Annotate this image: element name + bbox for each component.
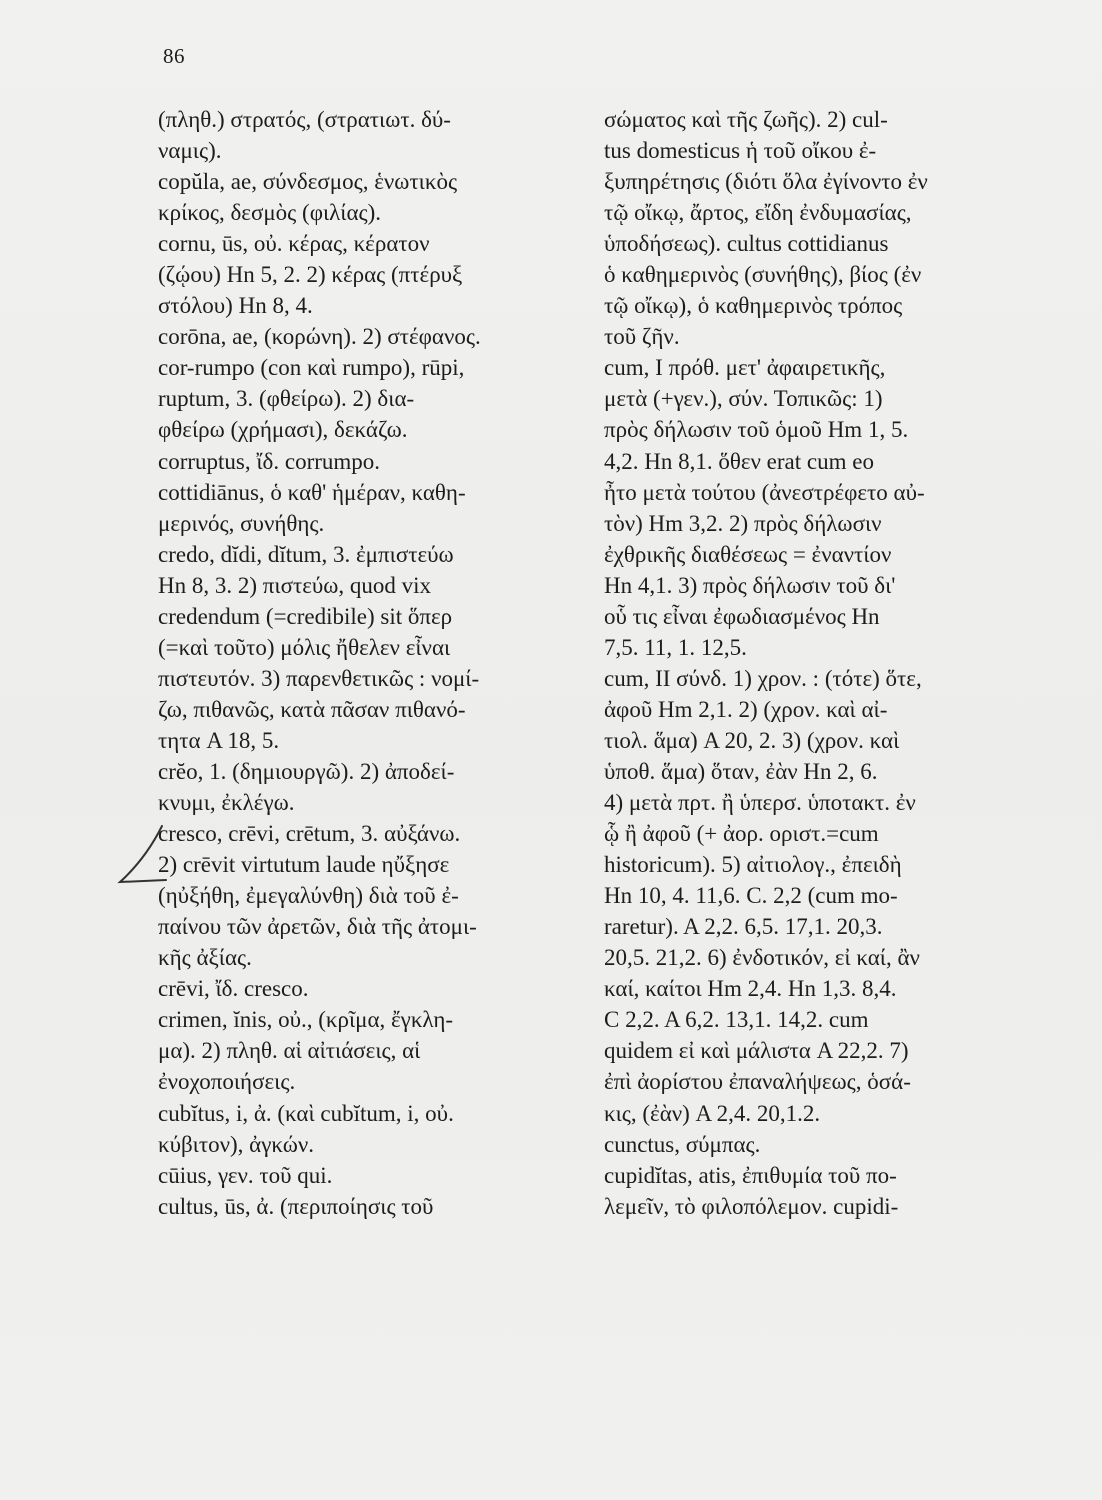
dictionary-line: κρίκος, δεσμὸς (φιλίας). <box>158 200 382 226</box>
dictionary-line: ἐχθρικῆς διαθέσεως = ἐναντίον <box>604 541 892 567</box>
dictionary-line: ὁ καθημερινὸς (συνήθης), βίος (ἐν <box>604 262 922 288</box>
dictionary-line: (ζῴου) Hn 5, 2. 2) κέρας (πτέρυξ <box>158 262 463 288</box>
page-number: 86 <box>163 44 185 68</box>
dictionary-line: cresco, crēvi, crētum, 3. αὐξάνω. <box>158 821 461 847</box>
dictionary-line: cottidiānus, ὁ καθ' ἡμέραν, καθη- <box>158 479 466 505</box>
dictionary-line: φθείρω (χρήμασι), δεκάζω. <box>158 417 408 443</box>
dictionary-line: cum, II σύνδ. 1) χρον. : (τότε) ὅτε, <box>604 665 922 691</box>
dictionary-line: ναμις). <box>158 138 222 164</box>
dictionary-line: πιστευτόν. 3) παρενθετικῶς : νομί- <box>158 665 480 691</box>
dictionary-line: τῷ οἴκῳ, ἄρτος, εἴδη ἐνδυμασίας, <box>604 200 912 226</box>
dictionary-line: cultus, ūs, ἀ. (περιποίησις τοῦ <box>158 1193 434 1219</box>
dictionary-line: πρὸς δήλωσιν τοῦ ὁμοῦ Hm 1, 5. <box>604 417 909 443</box>
dictionary-line: ὑποδήσεως). cultus cottidianus <box>604 231 889 257</box>
dictionary-line: καί, καίτοι Hm 2,4. Hn 1,3. 8,4. <box>604 976 897 1002</box>
dictionary-line: Hn 8, 3. 2) πιστεύω, quod vix <box>158 572 432 598</box>
dictionary-line: quidem εἰ καὶ μάλιστα A 22,2. 7) <box>604 1038 909 1064</box>
dictionary-line: 4) μετὰ πρτ. ἢ ὑπερσ. ὑποτακτ. ἐν <box>604 790 916 816</box>
right-column <box>604 104 1024 1222</box>
dictionary-line: historicum). 5) αἰτιολογ., ἐπειδὴ <box>604 852 902 878</box>
dictionary-line: σώματος καὶ τῆς ζωῆς). 2) cul- <box>604 107 888 132</box>
dictionary-line: cupidĭtas, atis, ἐπιθυμία τοῦ πο- <box>604 1162 897 1188</box>
dictionary-line: cunctus, σύμπας. <box>604 1131 761 1157</box>
dictionary-line: ἐπὶ ἀορίστου ἐπαναλήψεως, ὁσά- <box>604 1069 911 1095</box>
dictionary-line: ἀφοῦ Hm 2,1. 2) (χρον. καὶ αἰ- <box>604 696 888 722</box>
dictionary-line: Hn 4,1. 3) πρὸς δήλωσιν τοῦ δι' <box>604 572 896 598</box>
dictionary-line: (ηὐξήθη, ἐμεγαλύνθη) διὰ τοῦ ἐ- <box>158 883 459 909</box>
dictionary-line: μερινός, συνήθης. <box>158 510 325 536</box>
dictionary-line: (=καὶ τοῦτο) μόλις ἤθελεν εἶναι <box>158 634 451 660</box>
dictionary-line: corruptus, ἴδ. corrumpo. <box>158 448 381 474</box>
dictionary-line: ἐνοχοποιήσεις. <box>158 1069 296 1095</box>
dictionary-line: ᾧ ἢ ἀφοῦ (+ ἀορ. οριστ.=cum <box>604 821 879 847</box>
dictionary-line: 4,2. Hn 8,1. ὅθεν erat cum eo <box>604 448 874 474</box>
dictionary-line: τιολ. ἅμα) A 20, 2. 3) (χρον. καὶ <box>604 727 900 753</box>
dictionary-line: μετὰ (+γεν.), σύν. Τοπικῶς: 1) <box>604 386 883 412</box>
dictionary-line: κις, (ἐὰν) A 2,4. 20,1.2. <box>604 1100 821 1126</box>
dictionary-line: tus domesticus ἡ τοῦ οἴκου ἐ- <box>604 138 877 164</box>
dictionary-line: ξυπηρέτησις (διότι ὅλα ἐγίνοντο ἐν <box>604 169 928 195</box>
dictionary-line: cor-rumpo (con καὶ rumpo), rūpi, <box>158 355 465 381</box>
dictionary-line: μα). 2) πληθ. αἱ αἰτιάσεις, αἱ <box>158 1038 421 1064</box>
dictionary-line: 7,5. 11, 1. 12,5. <box>604 634 747 660</box>
dictionary-line: crimen, ĭnis, οὐ., (κρῖμα, ἔγκλη- <box>158 1007 454 1033</box>
dictionary-line: raretur). A 2,2. 6,5. 17,1. 20,3. <box>604 914 883 940</box>
dictionary-line: παίνου τῶν ἀρετῶν, διὰ τῆς ἀτομι- <box>158 914 477 940</box>
dictionary-line: C 2,2. A 6,2. 13,1. 14,2. cum <box>604 1007 869 1033</box>
dictionary-line: credo, dĭdi, dĭtum, 3. ἐμπιστεύω <box>158 541 454 567</box>
dictionary-line: κνυμι, ἐκλέγω. <box>158 790 295 816</box>
dictionary-line: Hn 10, 4. 11,6. C. 2,2 (cum mo- <box>604 883 898 909</box>
dictionary-line: credendum (=credibile) sit ὅπερ <box>158 603 453 629</box>
dictionary-line: κύβιτον), ἀγκών. <box>158 1131 315 1157</box>
dictionary-line: τὸν) Hm 3,2. 2) πρὸς δήλωσιν <box>604 510 882 536</box>
dictionary-line: τητα A 18, 5. <box>158 727 280 753</box>
dictionary-line: cubĭtus, i, ἀ. (καὶ cubĭtum, i, οὐ. <box>158 1100 454 1126</box>
dictionary-line: 2) crēvit virtutum laude ηὔξησε <box>158 852 450 878</box>
dictionary-line: cum, I πρόθ. μετ' ἀφαιρετικῆς, <box>604 355 886 381</box>
dictionary-line: στόλου) Hn 8, 4. <box>158 293 313 319</box>
dictionary-line: ἦτο μετὰ τούτου (ἀνεστρέφετο αὐ- <box>604 479 925 505</box>
dictionary-line: copŭla, ae, σύνδεσμος, ἑνωτικὸς <box>158 169 458 195</box>
dictionary-line: cornu, ūs, οὐ. κέρας, κέρατον <box>158 231 430 257</box>
dictionary-line: ζω, πιθανῶς, κατὰ πᾶσαν πιθανό- <box>158 696 466 722</box>
dictionary-line: corōna, ae, (κορώνη). 2) στέφανος. <box>158 324 481 350</box>
dictionary-line: crēvi, ἴδ. cresco. <box>158 976 309 1002</box>
dictionary-line: οὗ τις εἶναι ἐφωδιασμένος Hn <box>604 603 880 629</box>
dictionary-line: λεμεῖν, τὸ φιλοπόλεμον. cupidi- <box>604 1193 899 1219</box>
dictionary-line: ruptum, 3. (φθείρω). 2) δια- <box>158 386 415 412</box>
dictionary-line: κῆς ἀξίας. <box>158 945 252 971</box>
dictionary-line: (πληθ.) στρατός, (στρατιωτ. δύ- <box>158 107 451 132</box>
dictionary-line: ὑποθ. ἅμα) ὅταν, ἐὰν Hn 2, 6. <box>604 758 878 784</box>
dictionary-line: τοῦ ζῆν. <box>604 324 680 350</box>
dictionary-line: cūius, γεν. τοῦ qui. <box>158 1162 333 1188</box>
dictionary-line: τῷ οἴκῳ), ὁ καθημερινὸς τρόπος <box>604 293 903 319</box>
left-column <box>158 104 578 1222</box>
dictionary-line: crĕo, 1. (δημιουργῶ). 2) ἀποδεί- <box>158 758 455 784</box>
dictionary-line: 20,5. 21,2. 6) ἐνδοτικόν, εἰ καί, ἂν <box>604 945 920 971</box>
